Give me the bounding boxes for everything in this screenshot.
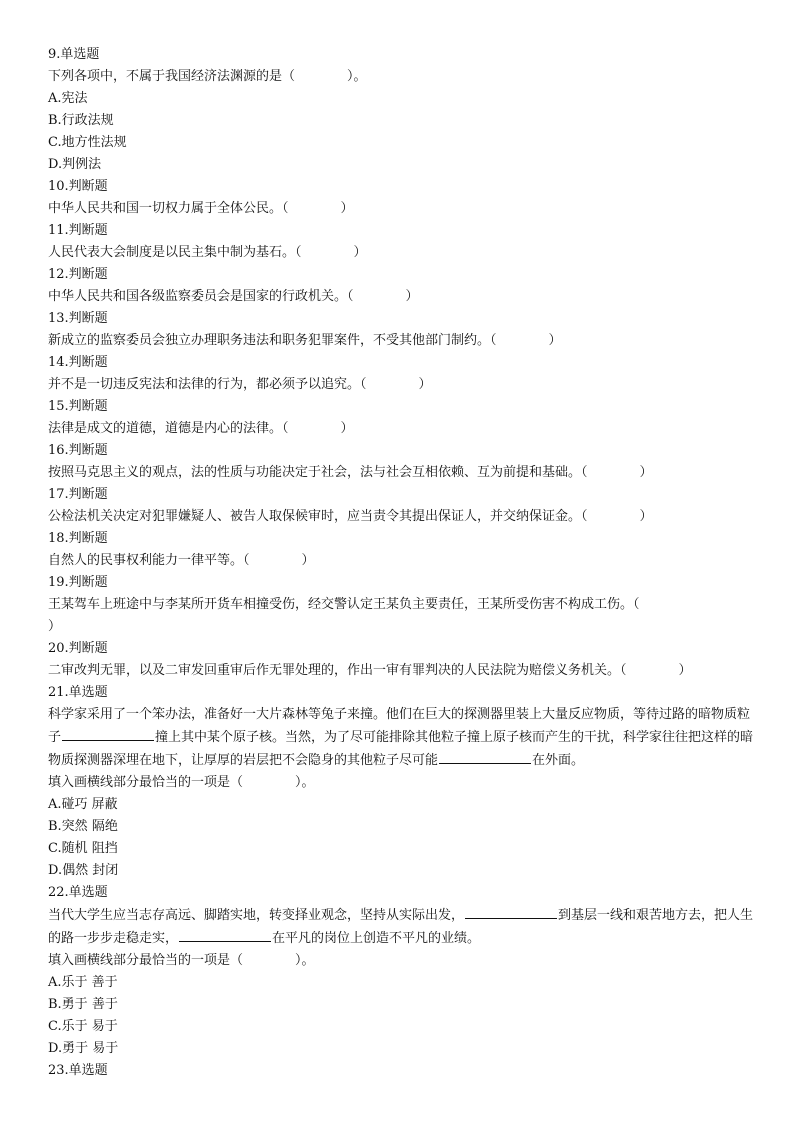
question-header: 15.判断题 (48, 399, 108, 414)
question-header: 9.单选题 (48, 47, 100, 62)
question-stem: 并不是一切违反宪法和法律的行为，都必须予以追究。（ ） (48, 377, 432, 392)
option-c: C.随机 阻挡 (48, 841, 118, 856)
question-header: 19.判断题 (48, 575, 108, 590)
question-9 (48, 44, 760, 176)
question-stem: 法律是成文的道德，道德是内心的法律。（ ） (48, 421, 354, 436)
question-stem: 公检法机关决定对犯罪嫌疑人、被告人取保候审时，应当责令其提出保证人，并交纳保证金。（ ） (48, 509, 653, 524)
question-header: 22.单选题 (48, 885, 108, 900)
question-header: 23.单选题 (48, 1063, 108, 1078)
fill-blank-1 (62, 726, 154, 741)
option-b: B.行政法规 (48, 113, 114, 128)
passage-part-1: 科学家采用了一个笨办法，准备好一大片森林等兔子来撞。他们在巨大的探测器里装上大量反应物质，等待过路的暗物质粒子 (48, 707, 751, 745)
passage-part-1: 当代大学生应当志存高远、脚踏实地，转变择业观念，坚持从实际出发， (48, 908, 465, 923)
question-header: 12.判断题 (48, 267, 108, 282)
question-stem: 自然人的民事权利能力一律平等。（ ） (48, 553, 315, 568)
question-header: 21.单选题 (48, 685, 108, 700)
question-stem: 下列各项中，不属于我国经济法渊源的是（ ）。 (48, 69, 367, 84)
fill-blank-2 (179, 927, 271, 942)
question-header: 10.判断题 (48, 179, 108, 194)
question-16 (48, 440, 760, 484)
question-12 (48, 264, 760, 308)
option-d: D.判例法 (48, 157, 102, 172)
question-stem: 按照马克思主义的观点，法的性质与功能决定于社会，法与社会互相依赖、互为前提和基础。（ ） (48, 465, 653, 480)
option-a: A.乐于 善于 (48, 975, 118, 990)
question-23 (48, 1060, 760, 1082)
question-passage (48, 704, 760, 772)
fill-blank-2 (439, 749, 531, 764)
question-header: 11.判断题 (48, 223, 108, 238)
question-stem: 人民代表大会制度是以民主集中制为基石。（ ） (48, 245, 367, 260)
question-passage (48, 904, 760, 950)
option-d: D.偶然 封闭 (48, 863, 119, 878)
question-stem: 二审改判无罪，以及二审发回重审后作无罪处理的，作出一审有罪判决的人民法院为赔偿义务机关。（ ） (48, 663, 692, 678)
question-stem-line-1: 王某驾车上班途中与李某所开货车相撞受伤，经交警认定王某负主要责任，王某所受伤害不构成工伤。（ (48, 597, 640, 612)
passage-part-2: 到基层一线和艰苦地方去，把人生的路一步步走稳走实， (48, 908, 754, 946)
question-21 (48, 682, 760, 882)
option-c: C.乐于 易于 (48, 1019, 118, 1034)
option-b: B.突然 隔绝 (48, 819, 118, 834)
option-a: A.宪法 (48, 91, 88, 106)
question-prompt: 填入画横线部分最恰当的一项是（ ）。 (48, 953, 315, 968)
question-header: 17.判断题 (48, 487, 108, 502)
question-header: 20.判断题 (48, 641, 108, 656)
question-stem: 新成立的监察委员会独立办理职务违法和职务犯罪案件，不受其他部门制约。（ ） (48, 333, 562, 348)
exam-page (48, 44, 760, 1082)
option-a: A.碰巧 屏蔽 (48, 797, 118, 812)
question-stem: 中华人民共和国各级监察委员会是国家的行政机关。（ ） (48, 289, 419, 304)
question-18 (48, 528, 760, 572)
question-header: 18.判断题 (48, 531, 108, 546)
option-c: C.地方性法规 (48, 135, 127, 150)
question-stem-line-2: ） (48, 619, 62, 634)
question-14 (48, 352, 760, 396)
question-22 (48, 882, 760, 1060)
question-19 (48, 572, 760, 638)
option-d: D.勇于 易于 (48, 1041, 119, 1056)
question-11 (48, 220, 760, 264)
passage-part-3: 在平凡的岗位上创造不平凡的业绩。 (272, 931, 481, 946)
question-header: 13.判断题 (48, 311, 108, 326)
question-10 (48, 176, 760, 220)
question-20 (48, 638, 760, 682)
fill-blank-1 (465, 904, 557, 919)
question-header: 16.判断题 (48, 443, 108, 458)
passage-part-2: 撞上其中某个原子核。当然，为了尽可能排除其他粒子撞上原子核而产生的干扰，科学家往往把这样的暗物质探测器深埋在地下，让厚厚的岩层把不会隐身的其他粒子尽可能 (48, 730, 754, 768)
question-stem: 中华人民共和国一切权力属于全体公民。（ ） (48, 201, 354, 216)
question-13 (48, 308, 760, 352)
question-header: 14.判断题 (48, 355, 108, 370)
passage-part-3: 在外面。 (532, 753, 585, 768)
question-15 (48, 396, 760, 440)
question-17 (48, 484, 760, 528)
question-prompt: 填入画横线部分最恰当的一项是（ ）。 (48, 775, 315, 790)
option-b: B.勇于 善于 (48, 997, 118, 1012)
